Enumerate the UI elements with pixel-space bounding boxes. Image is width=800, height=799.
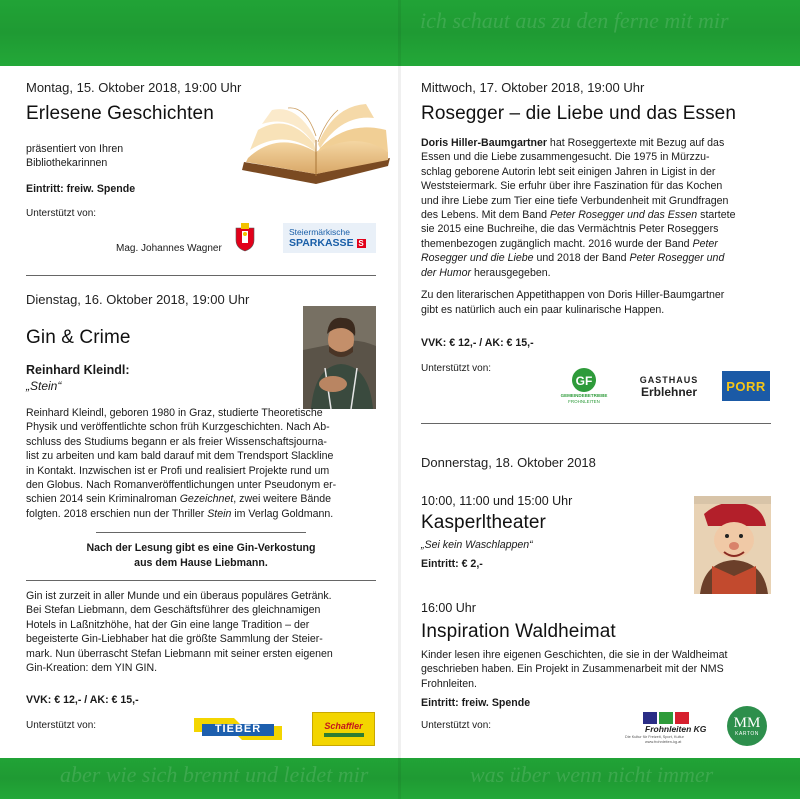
body-line: Reinhard Kleindl, geboren 1980 in Graz, studierte Theoretische [26,407,323,419]
event3-date: Mittwoch, 17. Oktober 2018, 19:00 Uhr [421,80,645,95]
frohnleiten-url: www.frohnleiten-kg.at [645,739,682,744]
gin-line: mark. Nun überrascht Stefan Liebmann mit seiner ersten eigenen [26,647,333,660]
body-text: des Lebens. Mit dem Band [421,209,550,222]
body-text: folgten. 2018 erschien nun der Thriller [26,507,208,520]
body-line [421,237,771,251]
divider [421,423,771,424]
body-line: Frohnleiten. [421,677,477,690]
body-italic: Gezeichnet [179,493,234,506]
body-line: Weststeiermark. Sie erfuhr über ihre Faszination für das Kochen [421,180,723,193]
body-text: im Verlag Goldmann. [231,507,334,520]
right-column [421,66,771,758]
tasting-line2: aus dem Hause Liebmann. [134,557,268,569]
event4-entry: Eintritt: € 2,- [421,558,483,570]
event1-title: Erlesene Geschichten [26,103,214,124]
sparkasse-s-icon: S [358,238,364,248]
gin-line: Bei Stefan Liebmann, dem Geschäftsführer des gleichnamigen [26,604,321,617]
frohnleiten-logo [621,706,707,750]
body-line [421,251,771,265]
schaffler-stripe [324,733,364,737]
body-line [26,507,376,521]
body-text: schien 2014 sein Kriminalroman [26,493,180,506]
gin-line: Hotels in Laßnitzhöhe, hat der Gin eine lange Tradition – der [26,618,310,631]
left-column [26,66,376,758]
porr-text: PORR [726,378,766,394]
page-fold [398,0,401,799]
tieber-logo [194,716,282,742]
event2-date: Dienstag, 16. Oktober 2018, 19:00 Uhr [26,292,250,307]
event3-appetizer-line2: gibt es natürlich auch ein paar kulinarische Happen. [421,304,665,316]
sparkasse-logo [283,223,376,253]
body-line: schlag geborene Autorin lebt seit einigen Jahren in Ligist in der [421,165,716,178]
event4-times: 10:00, 11:00 und 15:00 Uhr [421,494,573,508]
body-line: list zu arbeiten und kam bald darauf mit dem Trendsport Slackline [26,450,334,463]
decorative-text: ich schaut aus zu den ferne mit mir [420,8,729,33]
gin-line: Gin-Kreation: dem YIN GIN. [26,662,158,675]
body-bold: Doris Hiller-Baumgartner [421,137,547,149]
body-italic: Peter Rosegger und [629,252,725,265]
frohnleiten-sub: Die Kultur für Freizeit, Sport, Kultur [625,734,684,739]
gasthaus-line1: GASTHAUS [639,375,699,385]
gf-logo [561,364,607,408]
decorative-text: was über wenn nicht immer [470,762,714,787]
gf-icon [570,367,598,393]
body-line: und ihre Liebe zum Tier eine tiefe Verbundenheit mit Grundfragen [421,194,729,207]
body-line: geschrieben haben. Ein Projekt in Zusammenarbeit mit der NMS [421,663,724,676]
body-line [421,208,771,222]
event3-body [421,136,771,280]
body-text: und 2018 der Band [533,252,630,265]
event2-body [26,406,376,521]
body-italic: Peter Rosegger und das Essen [549,209,698,222]
body-line: sie 2015 eine Buchreihe, die das Vermächtnis Peter Roseggers [421,223,719,236]
body-text: themenbezogen zugänglich macht. 2016 wurde der Band [421,237,693,250]
tieber-text: TIEBER [214,723,262,735]
gin-text [26,589,376,675]
event2-author: Reinhard Kleindl: [26,363,130,377]
kasperl-photo [694,496,771,594]
event3-title: Rosegger – die Liebe und das Essen [421,103,737,124]
event3-appetizer-line1: Zu den literarischen Appetithappen von Doris Hiller-Baumgartner [421,289,725,301]
author-photo [303,306,376,409]
sponsor-name: Mag. Johannes Wagner [116,243,222,254]
gasthaus-line2: Erblehner [640,385,697,399]
event5-title: Inspiration Waldheimat [421,621,616,642]
sparkasse-line1: Steiermärkische [289,227,350,237]
event5-body [421,648,771,691]
event2-price: VVK: € 12,- / AK: € 15,- [26,694,139,706]
body-italic: Stein [207,507,232,520]
mm-text: MM [733,715,761,731]
body-line [26,492,376,506]
gin-line: Gin ist zurzeit in aller Munde und ein überaus populäres Getränk. [26,590,332,602]
body-line: in Kontakt. Inzwischen ist er Profi und realisiert Projekte rund um [26,464,330,477]
sparkasse-line2: SPARKASSE [289,237,354,249]
event3-price: VVK: € 12,- / AK: € 15,- [421,337,534,349]
decorative-text: aber wie sich brennt und leidet mir [60,762,369,787]
event4-date: Donnerstag, 18. Oktober 2018 [421,455,596,470]
body-line: den Globus. Nach Romanveröffentlichungen unter Pseudonym er- [26,479,337,492]
event5-support-label: Unterstützt von: [421,720,492,731]
body-italic: der Humor [421,266,472,279]
event2-title: Gin & Crime [26,327,131,348]
divider [96,532,306,533]
body-text: , zwei weitere Bände [233,493,332,506]
event1-date: Montag, 15. Oktober 2018, 19:00 Uhr [26,80,242,95]
body-text: herausgegeben. [471,266,551,279]
mm-sub: KARTON [735,731,759,737]
porr-logo [722,371,770,401]
body-line: schluss des Studiums begann er als freier Wissenschaftsjourna- [26,435,327,448]
event2-support-label: Unterstützt von: [26,720,97,731]
body-text: hat Roseggertexte mit Bezug auf das [546,137,725,149]
mm-karton-logo [727,706,767,746]
book-image [238,100,396,188]
event3-support-label: Unterstützt von: [421,363,492,374]
event5-entry: Eintritt: freiw. Spende [421,697,531,709]
schaffler-text: Schaffler [324,721,363,731]
body-italic: Rosegger und die Liebe [421,252,534,265]
event1-desc-line1: präsentiert von Ihren [26,143,124,155]
gf-sub2: FROHNLEITEN [568,399,600,404]
body-line [421,136,771,150]
svg-text:GF: GF [575,374,593,388]
event1-desc-line2: Bibliothekarinnen [26,157,108,169]
event1-entry: Eintritt: freiw. Spende [26,183,136,195]
divider [26,275,376,276]
frohnleiten-flags [643,712,689,724]
event4-title: Kasperltheater [421,512,546,533]
event1-support-label: Unterstützt von: [26,208,97,219]
frohnleiten-text: Frohnleiten KG [645,723,707,734]
divider [26,580,376,581]
event2-book: „Stein“ [26,379,62,393]
coat-of-arms-icon [234,222,256,252]
gin-line: begeisterte Gin-Liebhaber hat die größte Sammlung der Steier- [26,633,323,646]
body-line [421,266,771,280]
gasthaus-logo [629,371,709,403]
body-line: Essen und die Liebe zusammengesucht. Die 1975 in Mürzzu- [421,151,710,164]
tasting-line1: Nach der Lesung gibt es eine Gin-Verkostung [86,542,316,554]
event4-subtitle: „Sei kein Waschlappen“ [421,539,533,551]
body-text: startete [697,209,736,222]
body-line: Physik und veröffentlichte schon früh Kurzgeschichten. Nach Ab- [26,421,330,434]
gf-sub1: GEMEINDEBETRIEBE [560,393,608,398]
event5-time: 16:00 Uhr [421,601,476,615]
body-line: Kinder lesen ihre eigenen Geschichten, die sie in der Waldheimat [421,649,728,661]
body-italic: Peter [692,237,718,250]
schaffler-logo [312,712,375,746]
